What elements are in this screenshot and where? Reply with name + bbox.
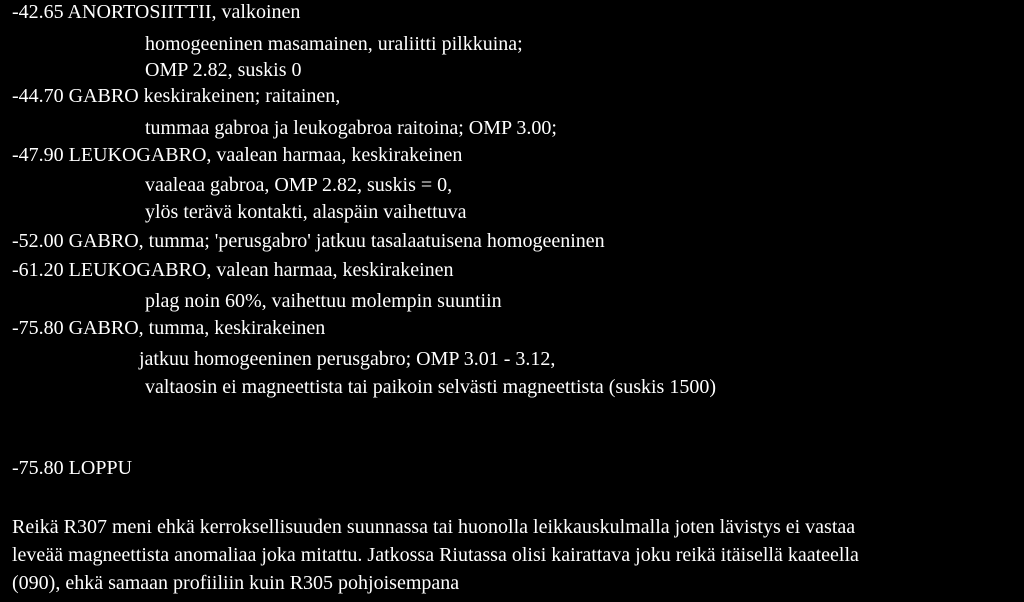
log-entry: -52.00 GABRO, tumma; 'perusgabro' jatkuu tasalaatuisena homogeeninen <box>12 230 605 252</box>
log-entry-detail: vaaleaa gabroa, OMP 2.82, suskis = 0, <box>145 174 453 196</box>
remarks-paragraph <box>12 513 1024 597</box>
remarks-line: leveää magneettista anomaliaa joka mitattu. Jatkossa Riutassa olisi kairattava joku reikä itäisellä kaateella <box>12 544 859 566</box>
remarks-line: (090), ehkä samaan profiiliin kuin R305 pohjoisempana <box>12 572 460 594</box>
log-entry-detail: plag noin 60%, vaihettuu molempin suuntiin <box>145 290 502 312</box>
log-entry: -61.20 LEUKOGABRO, valean harmaa, keskirakeinen <box>12 259 454 281</box>
log-entry: -42.65 ANORTOSIITTII, valkoinen <box>12 1 301 23</box>
log-entry-detail: homogeeninen masamainen, uraliitti pilkkuina; <box>145 33 523 55</box>
log-entry-detail: jatkuu homogeeninen perusgabro; OMP 3.01 - 3.12, <box>139 348 556 370</box>
log-entry-detail: ylös terävä kontakti, alaspäin vaihettuva <box>145 201 467 223</box>
log-entry: -47.90 LEUKOGABRO, vaalean harmaa, keskirakeinen <box>12 144 463 166</box>
log-end-marker: -75.80 LOPPU <box>12 457 133 479</box>
remarks-line: Reikä R307 meni ehkä kerroksellisuuden suunnassa tai huonolla leikkauskulmalla joten lävistys ei vastaa <box>12 516 856 538</box>
log-entry: -75.80 GABRO, tumma, keskirakeinen <box>12 317 326 339</box>
log-entry-detail: valtaosin ei magneettista tai paikoin selvästi magneettista (suskis 1500) <box>145 376 716 398</box>
log-entry-detail: tummaa gabroa ja leukogabroa raitoina; OMP 3.00; <box>145 117 557 139</box>
log-entry-detail: OMP 2.82, suskis 0 <box>145 59 302 81</box>
log-entry: -44.70 GABRO keskirakeinen; raitainen, <box>12 85 341 107</box>
